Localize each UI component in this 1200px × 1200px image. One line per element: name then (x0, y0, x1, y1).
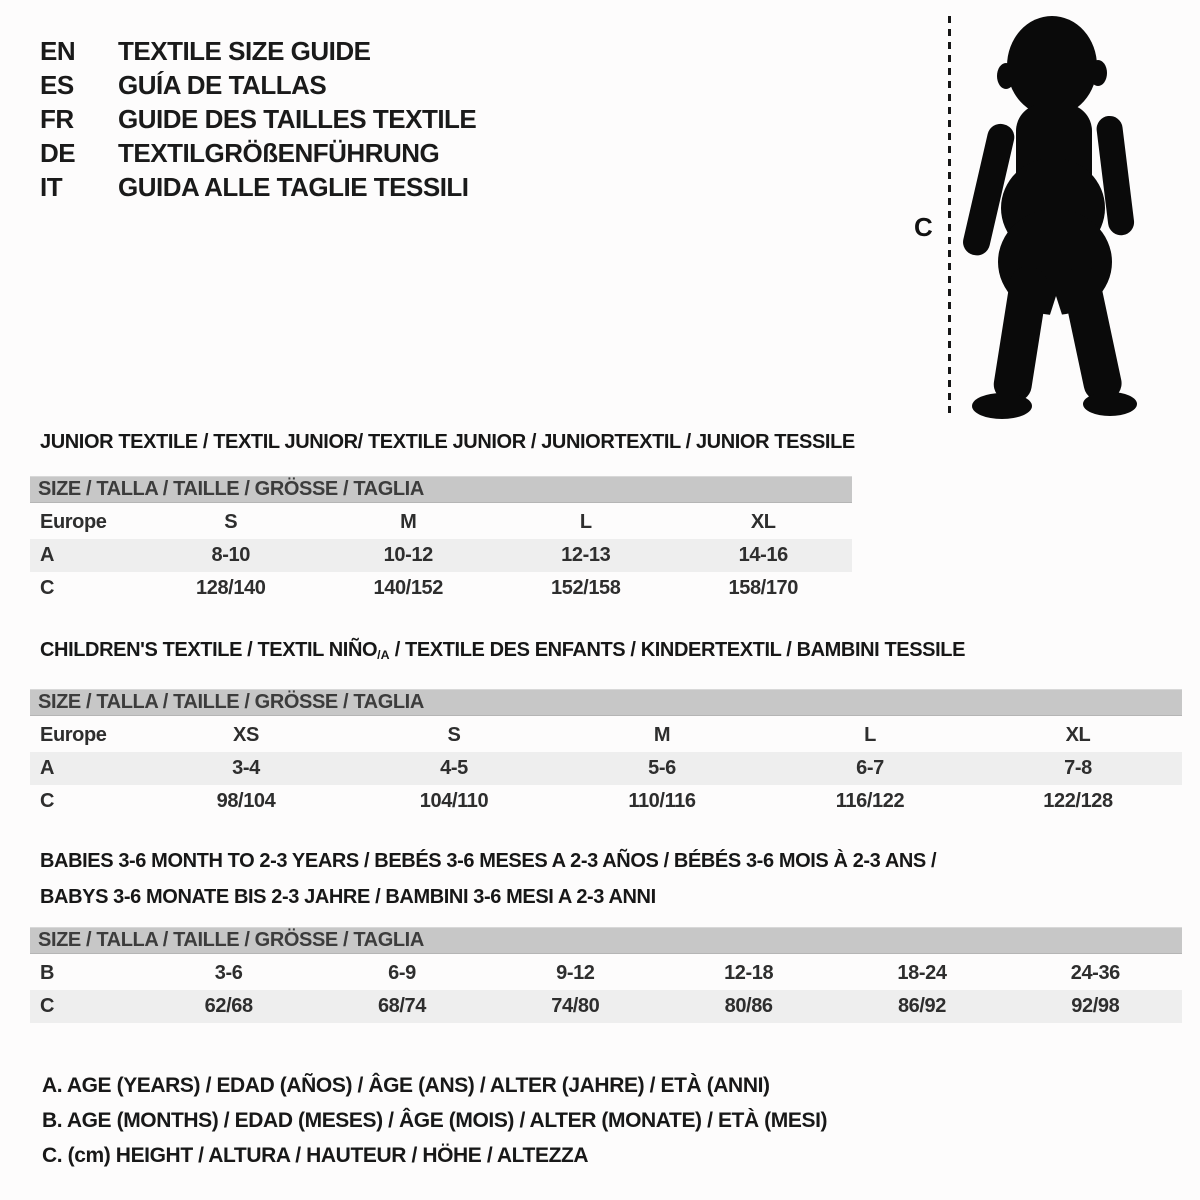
table-row (30, 572, 852, 605)
babies-size-header-bar: SIZE / TALLA / TAILLE / GRÖSSE / TAGLIA (30, 927, 1182, 954)
footnote-age-months: B. AGE (MONTHS) / EDAD (MESES) / ÂGE (MOIS) / ALTER (MONATE) / ETÀ (MESI) (42, 1109, 828, 1132)
table-cell: 92/98 (1071, 995, 1120, 1017)
footnote-age-years: A. AGE (YEARS) / EDAD (AÑOS) / ÂGE (ANS) / ALTER (JAHRE) / ETÀ (ANNI) (42, 1074, 770, 1097)
table-cell: 24-36 (1070, 962, 1120, 984)
table-row (30, 785, 1182, 818)
table-cell: 8-10 (211, 544, 250, 566)
babies-size-table (30, 957, 1182, 1023)
table-cell: 80/86 (724, 995, 773, 1017)
table-cell: 98/104 (216, 790, 276, 813)
table-cell: 68/74 (377, 995, 427, 1017)
row-label: C (40, 577, 55, 599)
table-cell: 12-18 (724, 962, 774, 984)
table-cell: L (864, 724, 876, 747)
lang-title-it: GUIDA ALLE TAGLIE TESSILI (118, 172, 469, 202)
table-cell: S (447, 724, 461, 747)
children-size-table (30, 719, 1182, 818)
lang-code-de: DE (40, 138, 76, 168)
table-cell: XL (750, 511, 776, 533)
children-textile-section (30, 638, 1182, 818)
lang-code-en: EN (40, 36, 76, 66)
children-heading-pre: CHILDREN'S TEXTILE / TEXTIL NIÑO (40, 639, 378, 661)
row-label: C (40, 995, 55, 1017)
table-row (30, 539, 852, 572)
table-cell: 86/92 (897, 995, 946, 1017)
row-label: Europe (40, 724, 107, 747)
lang-title-de: TEXTILGRÖßENFÜHRUNG (118, 138, 440, 168)
table-cell: 62/68 (204, 995, 253, 1017)
table-cell: 110/116 (628, 790, 696, 813)
table-cell: 74/80 (551, 995, 600, 1017)
table-cell: 5-6 (648, 757, 676, 780)
table-row (30, 957, 1182, 990)
lang-title-fr: GUIDE DES TAILLES TEXTILE (118, 104, 477, 134)
junior-size-table (30, 506, 852, 605)
junior-textile-section (30, 430, 855, 605)
lang-code-es: ES (40, 70, 74, 100)
lang-title-en: TEXTILE SIZE GUIDE (118, 36, 371, 66)
table-cell: 122/128 (1043, 790, 1113, 813)
lang-title-es: GUÍA DE TALLAS (118, 70, 327, 100)
toddler-silhouette-image (950, 12, 1148, 424)
table-cell: 9-12 (556, 962, 595, 984)
babies-textile-section (30, 843, 1182, 1023)
table-cell: 10-12 (383, 544, 433, 566)
table-cell: 6-7 (856, 757, 884, 780)
table-cell: 140/152 (373, 577, 443, 599)
junior-size-header-bar: SIZE / TALLA / TAILLE / GRÖSSE / TAGLIA (30, 476, 852, 503)
table-cell: 3-4 (232, 757, 260, 780)
children-section-heading (30, 638, 1182, 667)
height-measure-label: C (914, 212, 933, 242)
footnote-height-cm: C. (cm) HEIGHT / ALTURA / HAUTEUR / HÖHE / ALTEZZA (42, 1144, 589, 1167)
table-cell: 4-5 (440, 757, 468, 780)
table-cell: M (400, 511, 417, 533)
table-cell: 3-6 (214, 962, 243, 984)
table-row (30, 752, 1182, 785)
language-title-block (40, 34, 476, 204)
table-row (30, 506, 852, 539)
legend-footnotes (42, 1068, 827, 1173)
table-row (30, 719, 1182, 752)
babies-section-heading (30, 843, 1182, 915)
table-cell: 14-16 (738, 544, 788, 566)
table-cell: 7-8 (1064, 757, 1092, 780)
table-cell: XL (1065, 724, 1091, 747)
row-label: Europe (40, 511, 107, 533)
table-cell: 6-9 (388, 962, 416, 984)
children-size-header-bar: SIZE / TALLA / TAILLE / GRÖSSE / TAGLIA (30, 689, 1182, 716)
row-label: B (40, 962, 55, 984)
babies-heading-line2: BABYS 3-6 MONATE BIS 2-3 JAHRE / BAMBINI 3-6 MESI A 2-3 ANNI (40, 886, 656, 908)
table-cell: L (579, 511, 592, 533)
table-cell: 12-13 (561, 544, 611, 566)
children-heading-post: / TEXTILE DES ENFANTS / KINDERTEXTIL / BAMBINI TESSILE (389, 639, 966, 661)
table-cell: S (224, 511, 238, 533)
babies-heading-line1: BABIES 3-6 MONTH TO 2-3 YEARS / BEBÉS 3-6 MESES A 2-3 AÑOS / BÉBÉS 3-6 MOIS À 2-3 ANS / (40, 850, 937, 872)
children-heading-sub: /A (377, 648, 390, 663)
junior-section-heading: JUNIOR TEXTILE / TEXTIL JUNIOR/ TEXTILE JUNIOR / JUNIORTEXTIL / JUNIOR TESSILE (40, 431, 855, 453)
table-cell: XS (233, 724, 259, 747)
table-cell: 116/122 (835, 790, 905, 813)
table-cell: 104/110 (419, 790, 489, 813)
table-cell: 158/170 (728, 577, 798, 599)
lang-code-it: IT (40, 172, 63, 202)
table-row (30, 990, 1182, 1023)
table-cell: 152/158 (551, 577, 621, 599)
table-cell: 128/140 (196, 577, 266, 599)
table-cell: 18-24 (897, 962, 947, 984)
row-label: C (40, 790, 55, 813)
row-label: A (40, 544, 55, 566)
row-label: A (40, 757, 55, 780)
lang-code-fr: FR (40, 104, 74, 134)
table-cell: M (653, 724, 671, 747)
